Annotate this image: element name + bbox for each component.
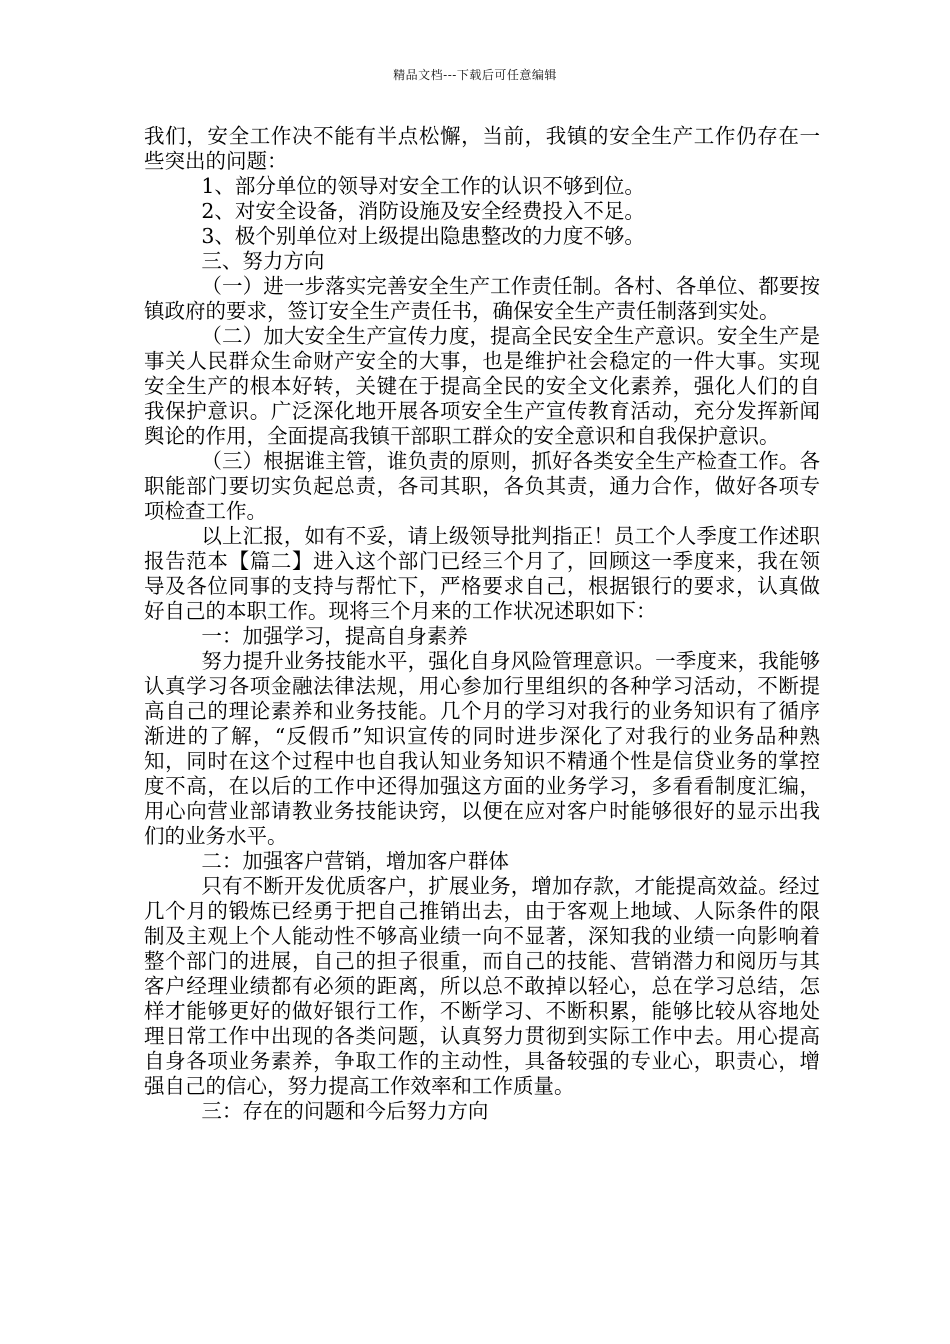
paragraph: （一）进一步落实完善安全生产工作责任制。各村、各单位、都要按镇政府的要求，签订安全生产责任书，确保安全生产责任制落到实处。 [144,274,820,323]
section-heading: 三：存在的问题和今后努力方向 [201,1099,489,1123]
paragraph: 努力提升业务技能水平，强化自身风险管理意识。一季度来，我能够认真学习各项金融法律法规，用心参加行里组织的各种学习活动，不断提高自己的理论素养和业务技能。几个月的学习对我行的业务知识有了循序渐进的了解，“反假币”知识宣传的同时进步深化了对我行的业务品种熟知，同时在这个过程中也自我认知业务知识不精通个性是信贷业务的掌控度不高，在以后的工作中还得加强这方面的业务学习，多看看制度汇编，用心向营业部请教业务技能诀窍，以便在应对客户时能够很好的显示出我们的业务水平。 [144,649,820,848]
page-header: 精品文档---下载后可任意编辑 [393,68,557,82]
section-heading: 三、努力方向 [201,249,325,273]
list-item: 2、对安全设备，消防设施及安全经费投入不足。 [201,199,645,223]
section-heading: 一：加强学习，提高自身素养 [201,624,468,648]
list-item: 3、极个别单位对上级提出隐患整改的力度不够。 [201,224,645,248]
document-body [144,124,820,1124]
paragraph: 以上汇报，如有不妥，请上级领导批判指正！员工个人季度工作述职报告范本【篇二】进入这个部门已经三个月了，回顾这一季度来，我在领导及各位同事的支持与帮忙下，严格要求自己，根据银行的要求，认真做好自己的本职工作。现将三个月来的工作状况述职如下： [144,524,820,623]
paragraph: （三）根据谁主管，谁负责的原则，抓好各类安全生产检查工作。各职能部门要切实负起总责，各司其职，各负其责，通力合作，做好各项专项检查工作。 [144,449,820,523]
section-heading: 二：加强客户营销，增加客户群体 [201,849,509,873]
paragraph: （二）加大安全生产宣传力度，提高全民安全生产意识。安全生产是事关人民群众生命财产安全的大事，也是维护社会稳定的一件大事。实现安全生产的根本好转，关键在于提高全民的安全文化素养，强化人们的自我保护意识。广泛深化地开展各项安全生产宣传教育活动，充分发挥新闻舆论的作用，全面提高我镇干部职工群众的安全意识和自我保护意识。 [144,324,820,448]
paragraph: 我们，安全工作决不能有半点松懈，当前，我镇的安全生产工作仍存在一些突出的问题： [144,124,820,173]
list-item: 1、部分单位的领导对安全工作的认识不够到位。 [201,174,645,198]
paragraph: 只有不断开发优质客户，扩展业务，增加存款，才能提高效益。经过几个月的锻炼已经勇于把自己推销出去，由于客观上地域、人际条件的限制及主观上个人能动性不够高业绩一向不显著，深知我的业绩一向影响着整个部门的进展，自己的担子很重，而自己的技能、营销潜力和阅历与其客户经理业绩都有必须的距离，所以总不敢掉以轻心，总在学习总结，怎样才能够更好的做好银行工作，不断学习、不断积累，能够比较从容地处理日常工作中出现的各类问题，认真努力贯彻到实际工作中去。用心提高自身各项业务素养，争取工作的主动性，具备较强的专业心，职责心，增强自己的信心，努力提高工作效率和工作质量。 [144,874,820,1098]
